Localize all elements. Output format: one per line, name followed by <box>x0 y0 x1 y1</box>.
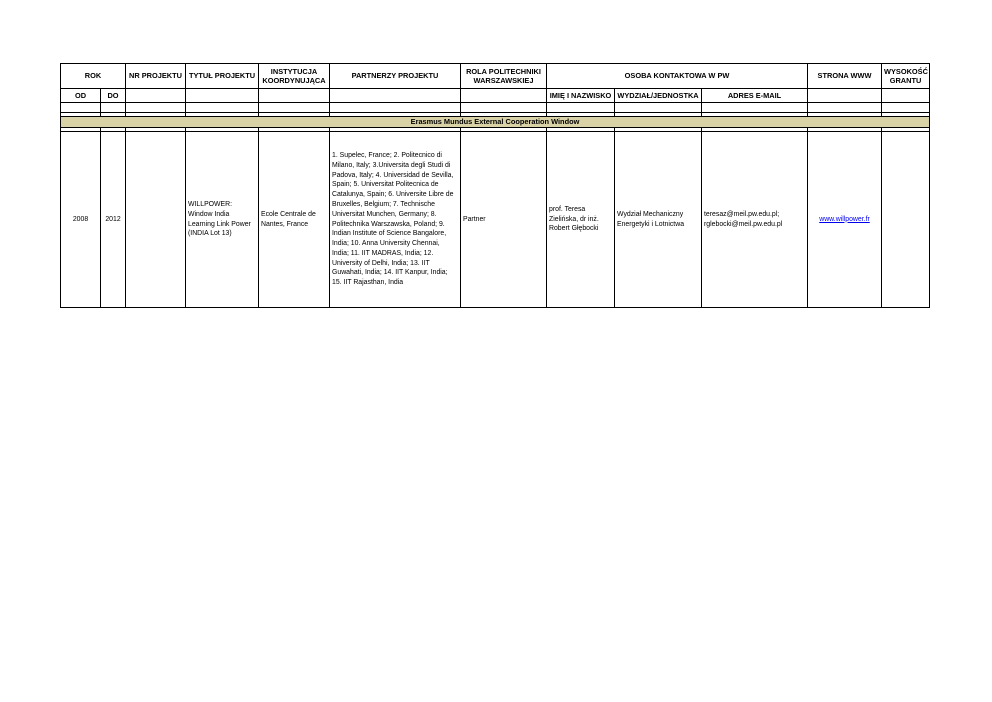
www-link[interactable]: www.willpower.fr <box>819 215 870 223</box>
cell-nr-projektu <box>126 132 186 308</box>
header-instytucja: INSTYTUCJA KOORDYNUJĄCA <box>259 64 330 89</box>
cell-email: teresaz@meil.pw.edu.pl; rglebocki@meil.pw.edu.pl <box>702 132 808 308</box>
header-strona-www: STRONA WWW <box>808 64 882 89</box>
section-row <box>61 117 930 128</box>
header-od: OD <box>61 89 101 103</box>
header-osoba-kontaktowa: OSOBA KONTAKTOWA W PW <box>547 64 808 89</box>
header-imie-nazwisko: IMIĘ I NAZWISKO <box>547 89 615 103</box>
cell-do: 2012 <box>101 132 126 308</box>
header-wydzial: WYDZIAŁ/JEDNOSTKA <box>615 89 702 103</box>
cell-od: 2008 <box>61 132 101 308</box>
header-tytul-projektu: TYTUŁ PROJEKTU <box>186 64 259 89</box>
cell-tytul: WILLPOWER: Window India Learning Link Power (INDIA Lot 13) <box>186 132 259 308</box>
section-title: Erasmus Mundus External Cooperation Window <box>61 117 930 128</box>
projects-table <box>60 63 930 308</box>
header-adres-email: ADRES E-MAIL <box>702 89 808 103</box>
cell-wydzial: Wydział Mechaniczny Energetyki i Lotnictwa <box>615 132 702 308</box>
header-rola: ROLA POLITECHNIKI WARSZAWSKIEJ <box>461 64 547 89</box>
cell-www <box>808 132 882 308</box>
header-rok: ROK <box>61 64 126 89</box>
spacer-row <box>61 103 930 113</box>
table-row <box>61 132 930 308</box>
header-nr-projektu: NR PROJEKTU <box>126 64 186 89</box>
cell-grant <box>882 132 930 308</box>
header-partnerzy: PARTNERZY PROJEKTU <box>330 64 461 89</box>
cell-osoba: prof. Teresa Zielińska, dr inż. Robert Głębocki <box>547 132 615 308</box>
header-wysokosc-grantu: WYSOKOŚĆ GRANTU <box>882 64 930 89</box>
cell-instytucja: Ecole Centrale de Nantes, France <box>259 132 330 308</box>
header-row-primary <box>61 64 930 89</box>
cell-rola: Partner <box>461 132 547 308</box>
header-do: DO <box>101 89 126 103</box>
cell-partnerzy: 1. Supelec, France; 2. Politecnico di Milano, Italy; 3.Universita degli Studi di Padova, Italy; 4. Universidad de Sevilla, Spain; 5. Universitat Politecnica de Catalunya, Spain; 6. Universite Libre de Bruxelles, Belgium; 7. Technische Universitat Munchen, Germany; 8. Politechnika Warszawska, Poland; 9. Indian Institute of Science Bangalore, India; 10. Anna University Chennai, India; 11. IIT MADRAS, India; 12. University of Delhi, India; 13. IIT Guwahati, India; 14. IIT Kanpur, India; 15. IIT Rajasthan, India <box>330 132 461 308</box>
header-row-secondary <box>61 89 930 103</box>
